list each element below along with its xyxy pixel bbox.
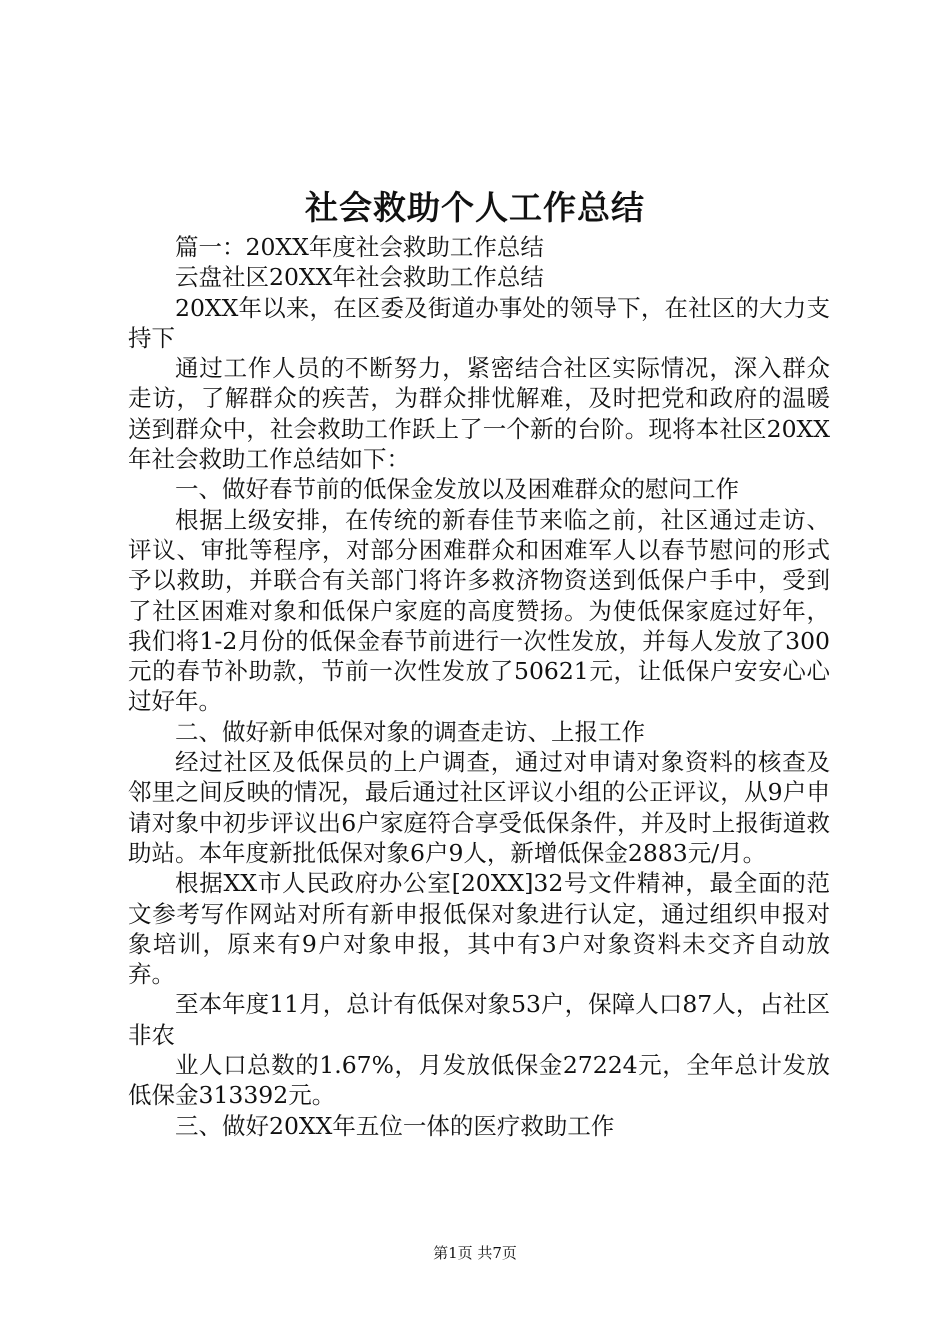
paragraph: 篇一：20XX年度社会救助工作总结 <box>175 233 544 261</box>
section-heading: 三、做好20XX年五位一体的医疗救助工作 <box>175 1111 615 1140</box>
section-heading: 一、做好春节前的低保金发放以及困难群众的慰问工作 <box>175 475 739 504</box>
paragraph: 至本年度11月，总计有低保对象53户，保障人口87人，占社区非农 <box>128 990 830 1049</box>
document-title: 社会救助个人工作总结 <box>305 188 645 227</box>
paragraph: 业人口总数的1.67%，月发放低保金27224元，全年总计发放低保金313392元。 <box>128 1051 830 1110</box>
paragraph: 通过工作人员的不断努力，紧密结合社区实际情况，深入群众走访，了解群众的疾苦，为群众排忧解难，及时把党和政府的温暖送到群众中，社会救助工作跃上了一个新的台阶。现将本社区20XX年社会救助工作总结如下： <box>128 354 830 474</box>
paragraph: 云盘社区20XX年社会救助工作总结 <box>175 263 544 292</box>
paragraph: 经过社区及低保员的上户调查，通过对申请对象资料的核查及邻里之间反映的情况，最后通过社区评议小组的公正评议，从9户申请对象中初步评议出6户家庭符合享受低保条件，并及时上报街道救助站。本年度新批低保对象6户9人，新增低保金2883元/月。 <box>128 748 830 867</box>
paragraph: 20XX年以来，在区委及街道办事处的领导下，在社区的大力支持下 <box>128 293 830 352</box>
page-number-footer: 第1页 共7页 <box>433 1244 517 1262</box>
document-body <box>128 232 830 1141</box>
paragraph: 根据XX市人民政府办公室[20XX]32号文件精神，最全面的范文参考写作网站对所有新申报低保对象进行认定，通过组织申报对象培训，原来有9户对象申报，其中有3户对象资料未交齐自动放弃。 <box>128 869 830 989</box>
paragraph: 根据上级安排，在传统的新春佳节来临之前，社区通过走访、评议、审批等程序，对部分困难群众和困难军人以春节慰问的形式予以救助，并联合有关部门将许多救济物资送到低保户手中，受到了社区困难对象和低保户家庭的高度赞扬。为使低保家庭过好年，我们将1-2月份的低保金春节前进行一次性发放，并每人发放了300元的春节补助款，节前一次性发放了50621元，让低保户安安心心过好年。 <box>128 505 830 716</box>
section-heading: 二、做好新申低保对象的调查走访、上报工作 <box>175 717 645 746</box>
